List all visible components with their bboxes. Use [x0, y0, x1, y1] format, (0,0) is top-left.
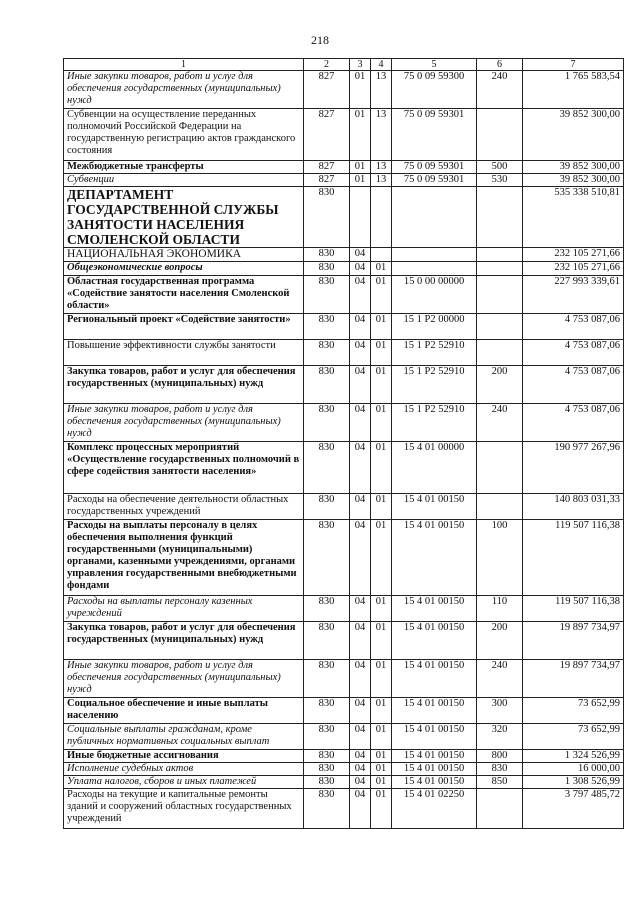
row-subsection-code: [371, 187, 392, 248]
row-expense-type: 100: [477, 520, 523, 596]
row-target-article: 15 1 P2 52910: [392, 404, 477, 442]
row-amount: 4 753 087,06: [523, 366, 624, 404]
row-amount: 1 324 526,99: [523, 750, 624, 763]
row-ministry-code: 827: [304, 71, 350, 109]
row-name: Субвенции на осуществление переданных полномочий Российской Федерации на государственную регистрацию актов гражданского состояния: [64, 109, 304, 161]
row-expense-type: [477, 442, 523, 494]
table-row: [64, 404, 624, 442]
row-ministry-code: 830: [304, 660, 350, 698]
column-header: 1: [64, 59, 304, 71]
row-ministry-code: 830: [304, 596, 350, 622]
row-target-article: [392, 248, 477, 262]
row-ministry-code: 830: [304, 314, 350, 340]
row-section-code: 04: [350, 248, 371, 262]
row-section-code: 01: [350, 71, 371, 109]
row-name: Иные закупки товаров, работ и услуг для обеспечения государственных (муниципальных) нужд: [64, 660, 304, 698]
row-section-code: 04: [350, 520, 371, 596]
row-ministry-code: 830: [304, 340, 350, 366]
row-amount: 3 797 485,72: [523, 789, 624, 829]
table-row: [64, 494, 624, 520]
row-subsection-code: 01: [371, 622, 392, 660]
table-row: [64, 314, 624, 340]
column-header: 5: [392, 59, 477, 71]
row-name: ДЕПАРТАМЕНТ ГОСУДАРСТВЕННОЙ СЛУЖБЫ ЗАНЯТОСТИ НАСЕЛЕНИЯ СМОЛЕНСКОЙ ОБЛАСТИ: [64, 187, 304, 248]
row-subsection-code: 01: [371, 776, 392, 789]
row-amount: 4 753 087,06: [523, 340, 624, 366]
row-target-article: 15 4 01 00150: [392, 596, 477, 622]
page-number: 218: [311, 33, 329, 47]
table-row: [64, 520, 624, 596]
row-subsection-code: 01: [371, 763, 392, 776]
row-ministry-code: 830: [304, 262, 350, 276]
row-expense-type: 500: [477, 161, 523, 174]
row-name: Комплекс процессных мероприятий «Осуществление государственных полномочий в сфере содействия занятости населения»: [64, 442, 304, 494]
row-amount: 535 338 510,81: [523, 187, 624, 248]
row-section-code: 04: [350, 698, 371, 724]
table-row: [64, 724, 624, 750]
row-name: Иные бюджетные ассигнования: [64, 750, 304, 763]
row-section-code: 01: [350, 174, 371, 187]
row-name: Межбюджетные трансферты: [64, 161, 304, 174]
row-amount: 39 852 300,00: [523, 109, 624, 161]
row-ministry-code: 830: [304, 763, 350, 776]
row-amount: 1 308 526,99: [523, 776, 624, 789]
row-target-article: 75 0 09 59300: [392, 71, 477, 109]
row-expense-type: 320: [477, 724, 523, 750]
row-target-article: 15 1 P2 52910: [392, 366, 477, 404]
row-target-article: 15 4 01 00150: [392, 724, 477, 750]
row-ministry-code: 830: [304, 366, 350, 404]
row-amount: 140 803 031,33: [523, 494, 624, 520]
row-subsection-code: 13: [371, 174, 392, 187]
table-row: [64, 750, 624, 763]
table-row: [64, 789, 624, 829]
row-name: Закупка товаров, работ и услуг для обеспечения государственных (муниципальных) нужд: [64, 622, 304, 660]
table-row: [64, 71, 624, 109]
table-row: [64, 262, 624, 276]
row-expense-type: [477, 262, 523, 276]
row-target-article: 15 4 01 00150: [392, 776, 477, 789]
row-name: НАЦИОНАЛЬНАЯ ЭКОНОМИКА: [64, 248, 304, 262]
row-ministry-code: 827: [304, 109, 350, 161]
row-expense-type: 240: [477, 71, 523, 109]
row-ministry-code: 830: [304, 442, 350, 494]
row-subsection-code: 01: [371, 698, 392, 724]
row-target-article: [392, 187, 477, 248]
row-name: Социальное обеспечение и иные выплаты населению: [64, 698, 304, 724]
row-target-article: 15 4 01 00150: [392, 750, 477, 763]
row-ministry-code: 830: [304, 776, 350, 789]
row-amount: 39 852 300,00: [523, 161, 624, 174]
row-name: Социальные выплаты гражданам, кроме публичных нормативных социальных выплат: [64, 724, 304, 750]
table-row: [64, 174, 624, 187]
row-amount: 119 507 116,38: [523, 596, 624, 622]
row-amount: 19 897 734,97: [523, 622, 624, 660]
row-expense-type: [477, 340, 523, 366]
row-target-article: 15 4 01 00150: [392, 622, 477, 660]
row-expense-type: 530: [477, 174, 523, 187]
table-row: [64, 596, 624, 622]
row-subsection-code: 13: [371, 109, 392, 161]
table-row: [64, 776, 624, 789]
row-section-code: 04: [350, 262, 371, 276]
row-expense-type: [477, 109, 523, 161]
row-expense-type: [477, 314, 523, 340]
row-subsection-code: 01: [371, 262, 392, 276]
row-subsection-code: 13: [371, 71, 392, 109]
row-section-code: 04: [350, 596, 371, 622]
row-section-code: 04: [350, 763, 371, 776]
row-ministry-code: 830: [304, 750, 350, 763]
row-section-code: 04: [350, 404, 371, 442]
row-section-code: 04: [350, 622, 371, 660]
row-target-article: 15 4 01 00150: [392, 660, 477, 698]
row-expense-type: 240: [477, 660, 523, 698]
table-row: [64, 622, 624, 660]
row-subsection-code: 01: [371, 404, 392, 442]
row-name: Расходы на выплаты персоналу казенных учреждений: [64, 596, 304, 622]
row-subsection-code: 01: [371, 340, 392, 366]
budget-table: [63, 58, 624, 829]
row-subsection-code: 01: [371, 366, 392, 404]
row-subsection-code: 01: [371, 789, 392, 829]
row-subsection-code: 01: [371, 442, 392, 494]
row-section-code: 04: [350, 776, 371, 789]
row-section-code: 01: [350, 109, 371, 161]
row-section-code: 04: [350, 750, 371, 763]
table-row: [64, 660, 624, 698]
row-amount: 73 652,99: [523, 724, 624, 750]
row-target-article: 15 0 00 00000: [392, 276, 477, 314]
row-ministry-code: 830: [304, 698, 350, 724]
row-target-article: 15 4 01 00150: [392, 520, 477, 596]
row-name: Региональный проект «Содействие занятости»: [64, 314, 304, 340]
row-expense-type: 240: [477, 404, 523, 442]
row-target-article: 15 4 01 00000: [392, 442, 477, 494]
row-expense-type: [477, 789, 523, 829]
row-ministry-code: 830: [304, 724, 350, 750]
table-row: [64, 187, 624, 248]
row-subsection-code: 01: [371, 314, 392, 340]
row-ministry-code: 830: [304, 622, 350, 660]
row-section-code: 04: [350, 494, 371, 520]
row-amount: 190 977 267,96: [523, 442, 624, 494]
row-ministry-code: 827: [304, 161, 350, 174]
row-section-code: 04: [350, 442, 371, 494]
row-amount: 232 105 271,66: [523, 248, 624, 262]
row-target-article: 75 0 09 59301: [392, 161, 477, 174]
row-expense-type: 200: [477, 622, 523, 660]
row-subsection-code: 01: [371, 276, 392, 314]
row-ministry-code: 830: [304, 789, 350, 829]
row-expense-type: [477, 276, 523, 314]
row-amount: 119 507 116,38: [523, 520, 624, 596]
row-section-code: 04: [350, 789, 371, 829]
row-name: Повышение эффективности службы занятости: [64, 340, 304, 366]
column-header: 7: [523, 59, 624, 71]
row-subsection-code: [371, 248, 392, 262]
row-name: Расходы на выплаты персоналу в целях обеспечения выполнения функций государственными (муниципальными) органами, казенными учреждениями, органами управления государственными внебюджетными фондами: [64, 520, 304, 596]
row-expense-type: 830: [477, 763, 523, 776]
table-row: [64, 698, 624, 724]
row-target-article: 15 4 01 00150: [392, 763, 477, 776]
row-section-code: 04: [350, 660, 371, 698]
column-header: 3: [350, 59, 371, 71]
row-subsection-code: 13: [371, 161, 392, 174]
row-ministry-code: 830: [304, 187, 350, 248]
row-amount: 39 852 300,00: [523, 174, 624, 187]
row-ministry-code: 830: [304, 404, 350, 442]
row-amount: 73 652,99: [523, 698, 624, 724]
table-row: [64, 763, 624, 776]
row-name: Субвенции: [64, 174, 304, 187]
row-subsection-code: 01: [371, 724, 392, 750]
row-amount: 1 765 583,54: [523, 71, 624, 109]
row-name: Исполнение судебных актов: [64, 763, 304, 776]
table-row: [64, 161, 624, 174]
row-amount: 16 000,00: [523, 763, 624, 776]
row-ministry-code: 830: [304, 248, 350, 262]
row-target-article: 15 1 P2 00000: [392, 314, 477, 340]
row-amount: 227 993 339,61: [523, 276, 624, 314]
row-expense-type: 110: [477, 596, 523, 622]
table-row: [64, 109, 624, 161]
row-section-code: 04: [350, 276, 371, 314]
row-target-article: 15 4 01 00150: [392, 494, 477, 520]
column-header: 6: [477, 59, 523, 71]
column-number-row: [64, 59, 624, 71]
row-target-article: 75 0 09 59301: [392, 174, 477, 187]
row-section-code: 04: [350, 724, 371, 750]
row-expense-type: [477, 248, 523, 262]
row-name: Иные закупки товаров, работ и услуг для обеспечения государственных (муниципальных) нужд: [64, 404, 304, 442]
row-ministry-code: 830: [304, 520, 350, 596]
table-row: [64, 366, 624, 404]
row-name: Общеэкономические вопросы: [64, 262, 304, 276]
column-header: 4: [371, 59, 392, 71]
column-header: 2: [304, 59, 350, 71]
row-subsection-code: 01: [371, 596, 392, 622]
table-row: [64, 276, 624, 314]
row-target-article: [392, 262, 477, 276]
row-subsection-code: 01: [371, 750, 392, 763]
row-target-article: 15 4 01 00150: [392, 698, 477, 724]
row-amount: 19 897 734,97: [523, 660, 624, 698]
table-row: [64, 340, 624, 366]
table-row: [64, 442, 624, 494]
row-target-article: 15 1 P2 52910: [392, 340, 477, 366]
row-name: Уплата налогов, сборов и иных платежей: [64, 776, 304, 789]
row-name: Иные закупки товаров, работ и услуг для обеспечения государственных (муниципальных) нужд: [64, 71, 304, 109]
row-ministry-code: 830: [304, 494, 350, 520]
row-expense-type: 800: [477, 750, 523, 763]
row-section-code: 04: [350, 366, 371, 404]
row-amount: 232 105 271,66: [523, 262, 624, 276]
row-name: Расходы на обеспечение деятельности областных государственных учреждений: [64, 494, 304, 520]
row-expense-type: [477, 187, 523, 248]
row-name: Расходы на текущие и капитальные ремонты зданий и сооружений областных государственных учреждений: [64, 789, 304, 829]
row-expense-type: 300: [477, 698, 523, 724]
row-section-code: 01: [350, 161, 371, 174]
row-target-article: 15 4 01 02250: [392, 789, 477, 829]
row-amount: 4 753 087,06: [523, 314, 624, 340]
row-amount: 4 753 087,06: [523, 404, 624, 442]
row-target-article: 75 0 09 59301: [392, 109, 477, 161]
row-section-code: 04: [350, 340, 371, 366]
row-ministry-code: 830: [304, 276, 350, 314]
row-section-code: [350, 187, 371, 248]
row-subsection-code: 01: [371, 494, 392, 520]
row-subsection-code: 01: [371, 520, 392, 596]
row-expense-type: [477, 494, 523, 520]
row-name: Областная государственная программа «Содействие занятости населения Смоленской области»: [64, 276, 304, 314]
row-name: Закупка товаров, работ и услуг для обеспечения государственных (муниципальных) нужд: [64, 366, 304, 404]
row-expense-type: 850: [477, 776, 523, 789]
row-section-code: 04: [350, 314, 371, 340]
row-subsection-code: 01: [371, 660, 392, 698]
table-row: [64, 248, 624, 262]
row-expense-type: 200: [477, 366, 523, 404]
row-ministry-code: 827: [304, 174, 350, 187]
